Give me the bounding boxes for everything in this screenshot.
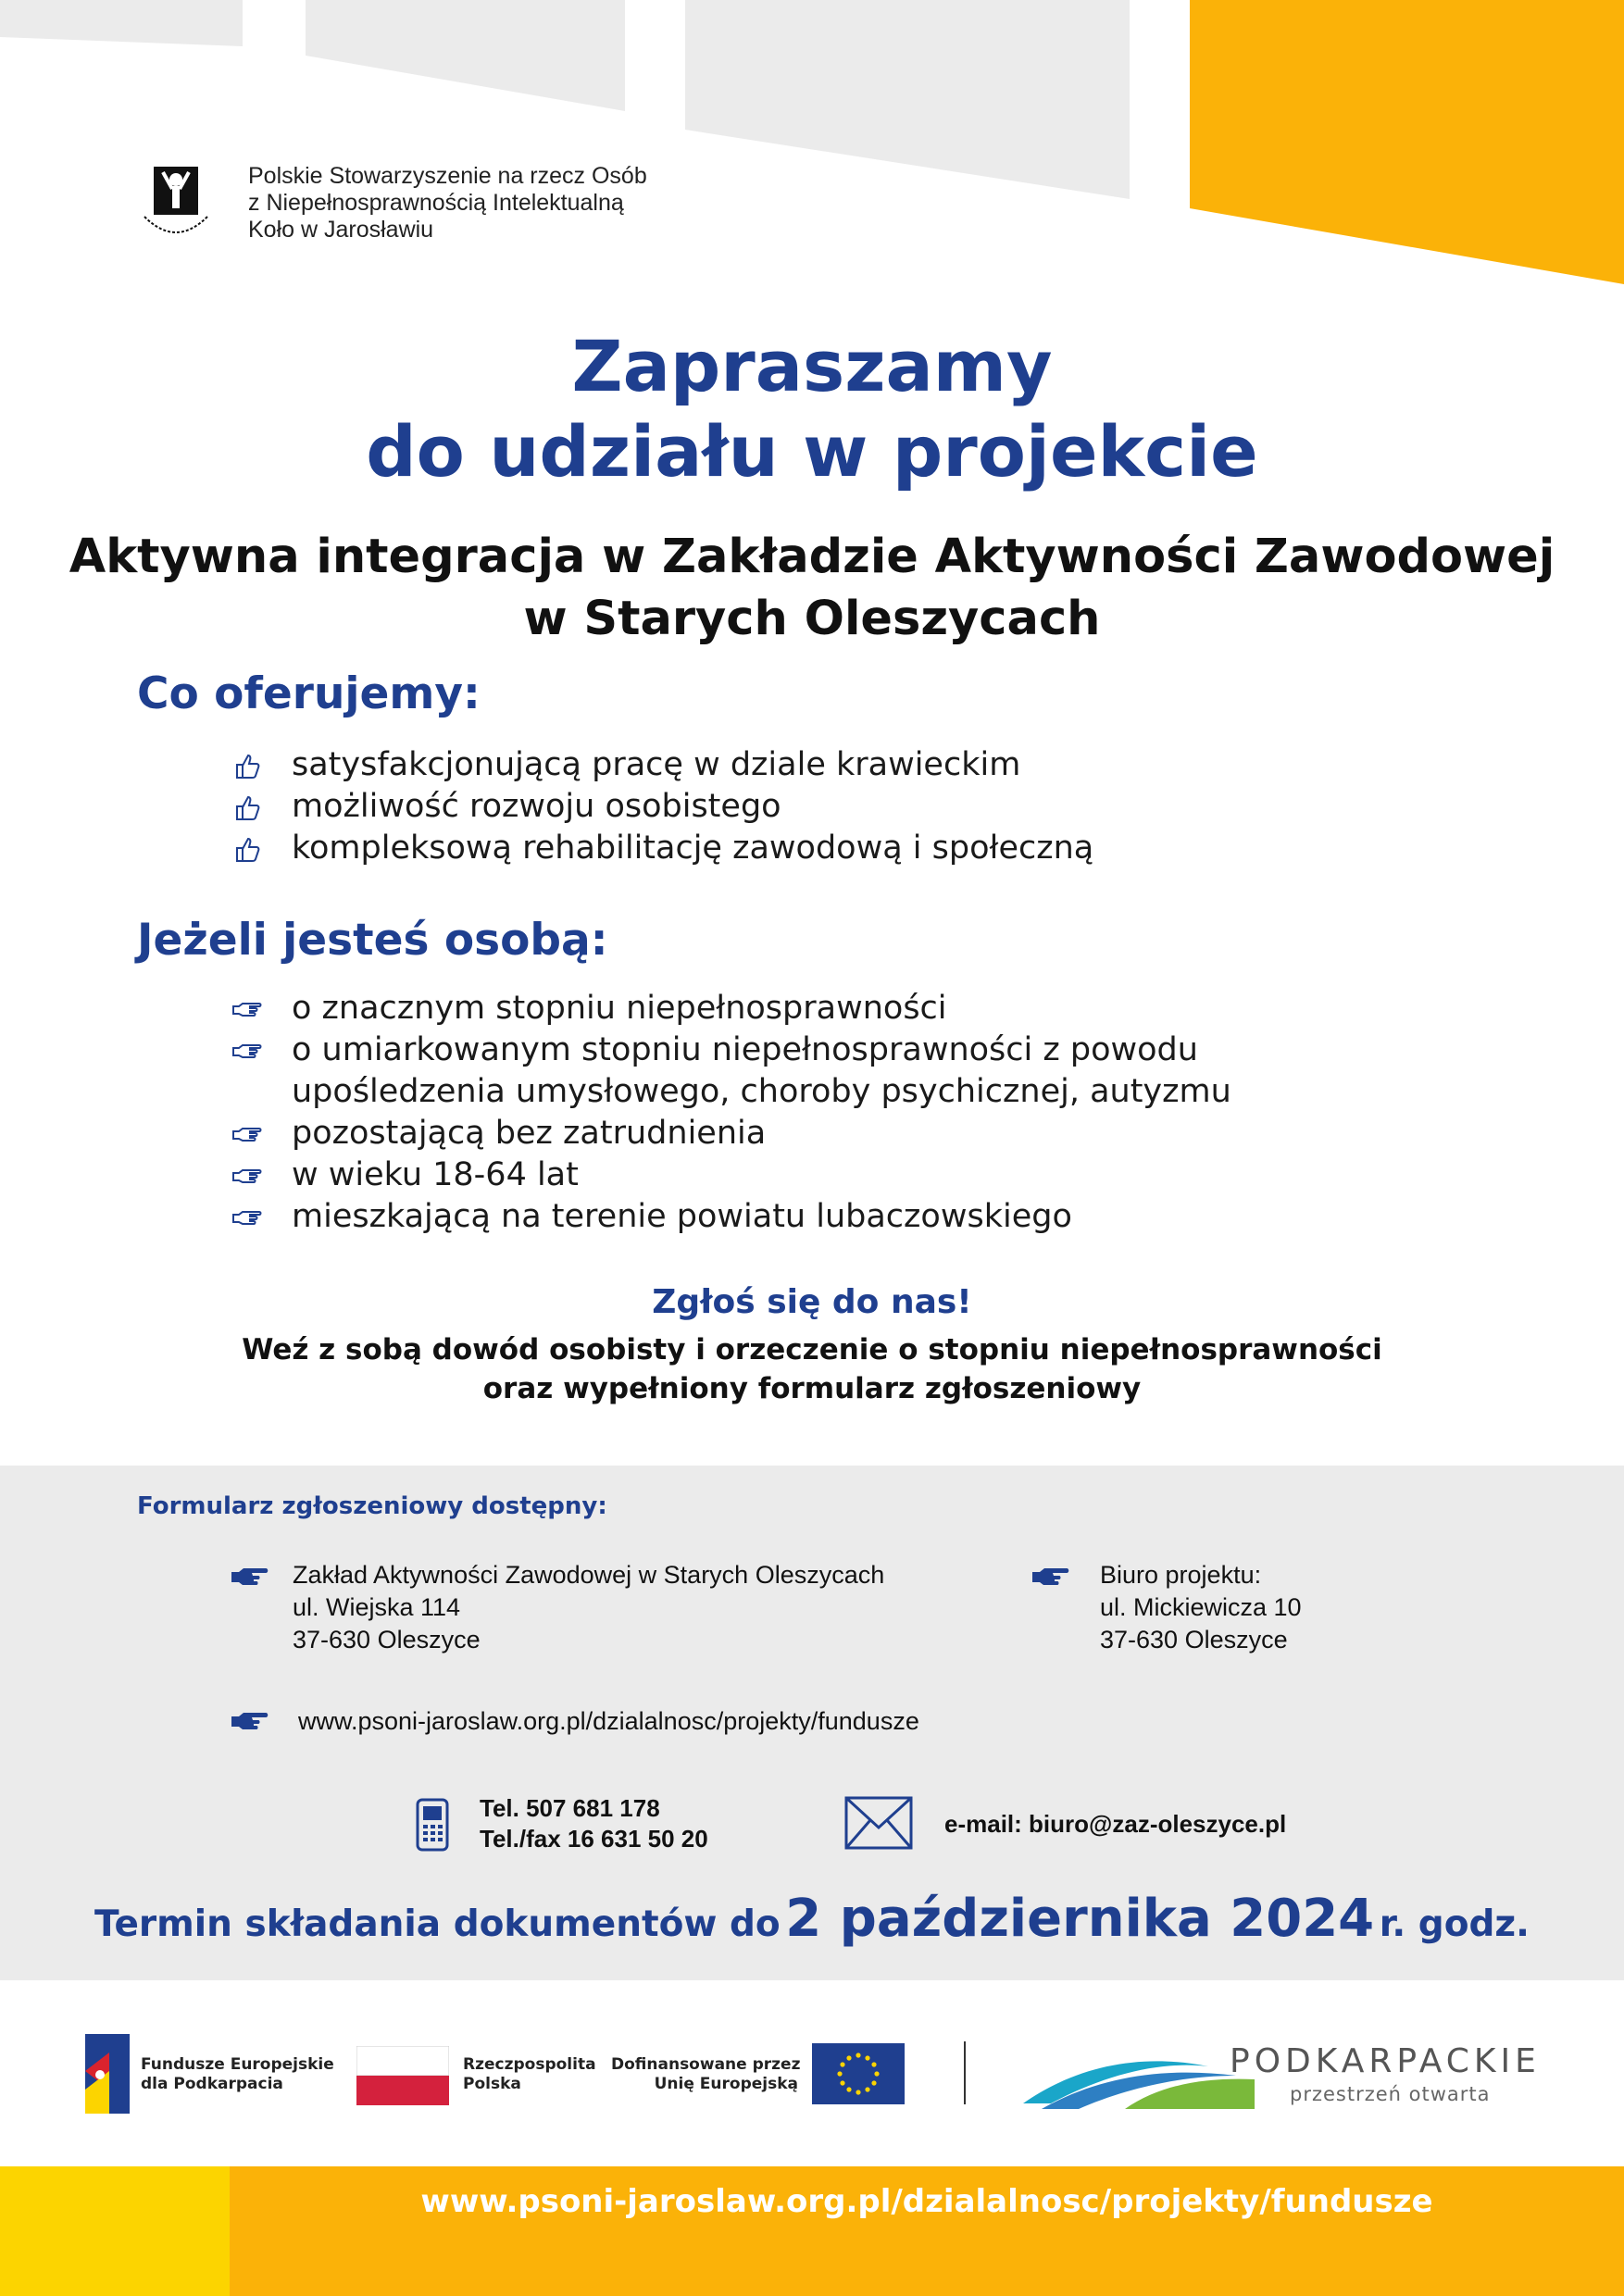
region-name: PODKARPACKIE: [1230, 2042, 1541, 2080]
list-item-text: o znacznym stopniu niepełnosprawności: [292, 990, 947, 1027]
logo-text-line: Fundusze Europejskie: [141, 2055, 334, 2074]
pointing-hand-icon: [231, 1711, 269, 1731]
footer-accent: [0, 2166, 230, 2296]
email-address[interactable]: e-mail: biuro@zaz-oleszyce.pl: [944, 1810, 1287, 1838]
header-decoration: [0, 0, 1624, 296]
eligibility-list: [231, 988, 1231, 1238]
list-item: [231, 1154, 1231, 1196]
address-line: Biuro projektu:: [1100, 1561, 1262, 1589]
polish-flag-icon: [356, 2046, 449, 2105]
form-url-link[interactable]: www.psoni-jaroslaw.org.pl/dzialalnosc/projekty/fundusze: [298, 1707, 919, 1735]
eligibility-heading: Jeżeli jesteś osobą:: [137, 915, 608, 966]
thumbs-up-icon: [231, 792, 263, 823]
pointing-hand-icon: [231, 1202, 263, 1233]
phone-number[interactable]: Tel. 507 681 178: [480, 1794, 660, 1822]
deadline: [0, 1889, 1624, 1949]
list-item: [231, 828, 1093, 869]
list-item: [231, 988, 1231, 1029]
project-office-address: [1100, 1559, 1302, 1656]
offer-list: [231, 744, 1093, 869]
logo-text-line: Polska: [463, 2075, 521, 2093]
thumbs-up-icon: [231, 750, 263, 781]
deadline-suffix: r. godz.: [1379, 1903, 1530, 1945]
offer-heading: Co oferujemy:: [137, 668, 481, 719]
fax-number[interactable]: Tel./fax 16 631 50 20: [480, 1825, 708, 1853]
organization-name-line: z Niepełnosprawnością Intelektualną: [248, 190, 624, 216]
pointing-hand-icon: [1032, 1566, 1069, 1587]
list-item-text: pozostającą bez zatrudnienia: [292, 1115, 767, 1152]
logo-text-line: dla Podkarpacia: [141, 2075, 283, 2093]
fe-logo: [85, 2034, 130, 2114]
pointing-hand-icon: [231, 1566, 269, 1587]
list-item-text: mieszkającą na terenie powiatu lubaczowskiego: [292, 1198, 1072, 1235]
list-item: [231, 1113, 1231, 1154]
organization-logo: [139, 159, 213, 252]
list-item: [231, 744, 1093, 786]
pointing-hand-icon: [231, 993, 263, 1025]
list-item: [231, 1196, 1231, 1238]
project-title-line: w Starych Oleszycach: [523, 592, 1101, 646]
phone-icon: [416, 1798, 449, 1852]
cta-text-line: oraz wypełniony formularz zgłoszeniowy: [482, 1372, 1142, 1405]
region-tagline: przestrzeń otwarta: [1290, 2083, 1491, 2105]
list-item: [231, 1029, 1231, 1071]
pointing-hand-icon: [231, 1035, 263, 1067]
logo-text-line: Unię Europejską: [654, 2075, 798, 2093]
organization-name-line: Koło w Jarosławiu: [248, 217, 434, 243]
list-item-text: w wieku 18-64 lat: [292, 1156, 579, 1193]
deadline-date: 2 października 2024: [785, 1889, 1375, 1949]
location-address: [293, 1559, 884, 1656]
cta-heading: Zgłoś się do nas!: [652, 1283, 972, 1321]
list-item: [231, 786, 1093, 828]
pointing-hand-icon: [231, 1160, 263, 1192]
pointing-hand-icon: [231, 1118, 263, 1150]
list-item-text: o umiarkowanym stopniu niepełnosprawności z powodu: [292, 1031, 1198, 1068]
cta-text: [0, 1330, 1624, 1408]
address-line: Zakład Aktywności Zawodowej w Starych Oleszycach: [293, 1561, 885, 1589]
address-line: 37-630 Oleszyce: [293, 1626, 481, 1653]
footer-url-link[interactable]: www.psoni-jaroslaw.org.pl/dzialalnosc/projekty/fundusze: [420, 2183, 1433, 2220]
envelope-icon: [844, 1796, 913, 1850]
phone-numbers: [480, 1793, 708, 1854]
ue-logo-text: [611, 2055, 801, 2094]
main-title-line: do udziału w projekcie: [366, 410, 1258, 493]
podkarpackie-swoosh-logo: [1023, 2037, 1255, 2111]
list-item-continuation: [231, 1071, 1231, 1113]
cta-text-line: Weź z sobą dowód osobisty i orzeczenie o stopniu niepełnosprawności: [242, 1333, 1382, 1366]
organization-name-line: Polskie Stowarzyszenie na rzecz Osób: [248, 163, 647, 189]
thumbs-up-icon: [231, 833, 263, 865]
fe-logo-text: [141, 2055, 334, 2094]
list-item-text: kompleksową rehabilitację zawodową i społeczną: [292, 830, 1094, 867]
list-item-text: możliwość rozwoju osobistego: [292, 788, 781, 825]
logo-text-line: Dofinansowane przez: [611, 2055, 801, 2074]
organization-name: [248, 163, 647, 243]
eu-flag-icon: [812, 2043, 905, 2104]
logo-divider: [964, 2041, 966, 2104]
list-item-text: satysfakcjonującą pracę w dziale krawieckim: [292, 746, 1021, 783]
logo-text-line: Rzeczpospolita: [463, 2055, 596, 2074]
address-line: ul. Wiejska 114: [293, 1593, 461, 1621]
main-title-line: Zapraszamy: [571, 325, 1053, 407]
project-title-line: Aktywna integracja w Zakładzie Aktywności Zawodowej: [69, 530, 1555, 584]
deadline-prefix: Termin składania dokumentów do: [94, 1903, 781, 1945]
address-line: 37-630 Oleszyce: [1100, 1626, 1288, 1653]
project-title: [0, 526, 1624, 650]
main-title: [0, 324, 1624, 494]
form-heading: Formularz zgłoszeniowy dostępny:: [137, 1492, 607, 1520]
list-item-text: upośledzenia umysłowego, choroby psychicznej, autyzmu: [292, 1073, 1231, 1110]
rp-logo-text: [463, 2055, 596, 2094]
address-line: ul. Mickiewicza 10: [1100, 1593, 1302, 1621]
